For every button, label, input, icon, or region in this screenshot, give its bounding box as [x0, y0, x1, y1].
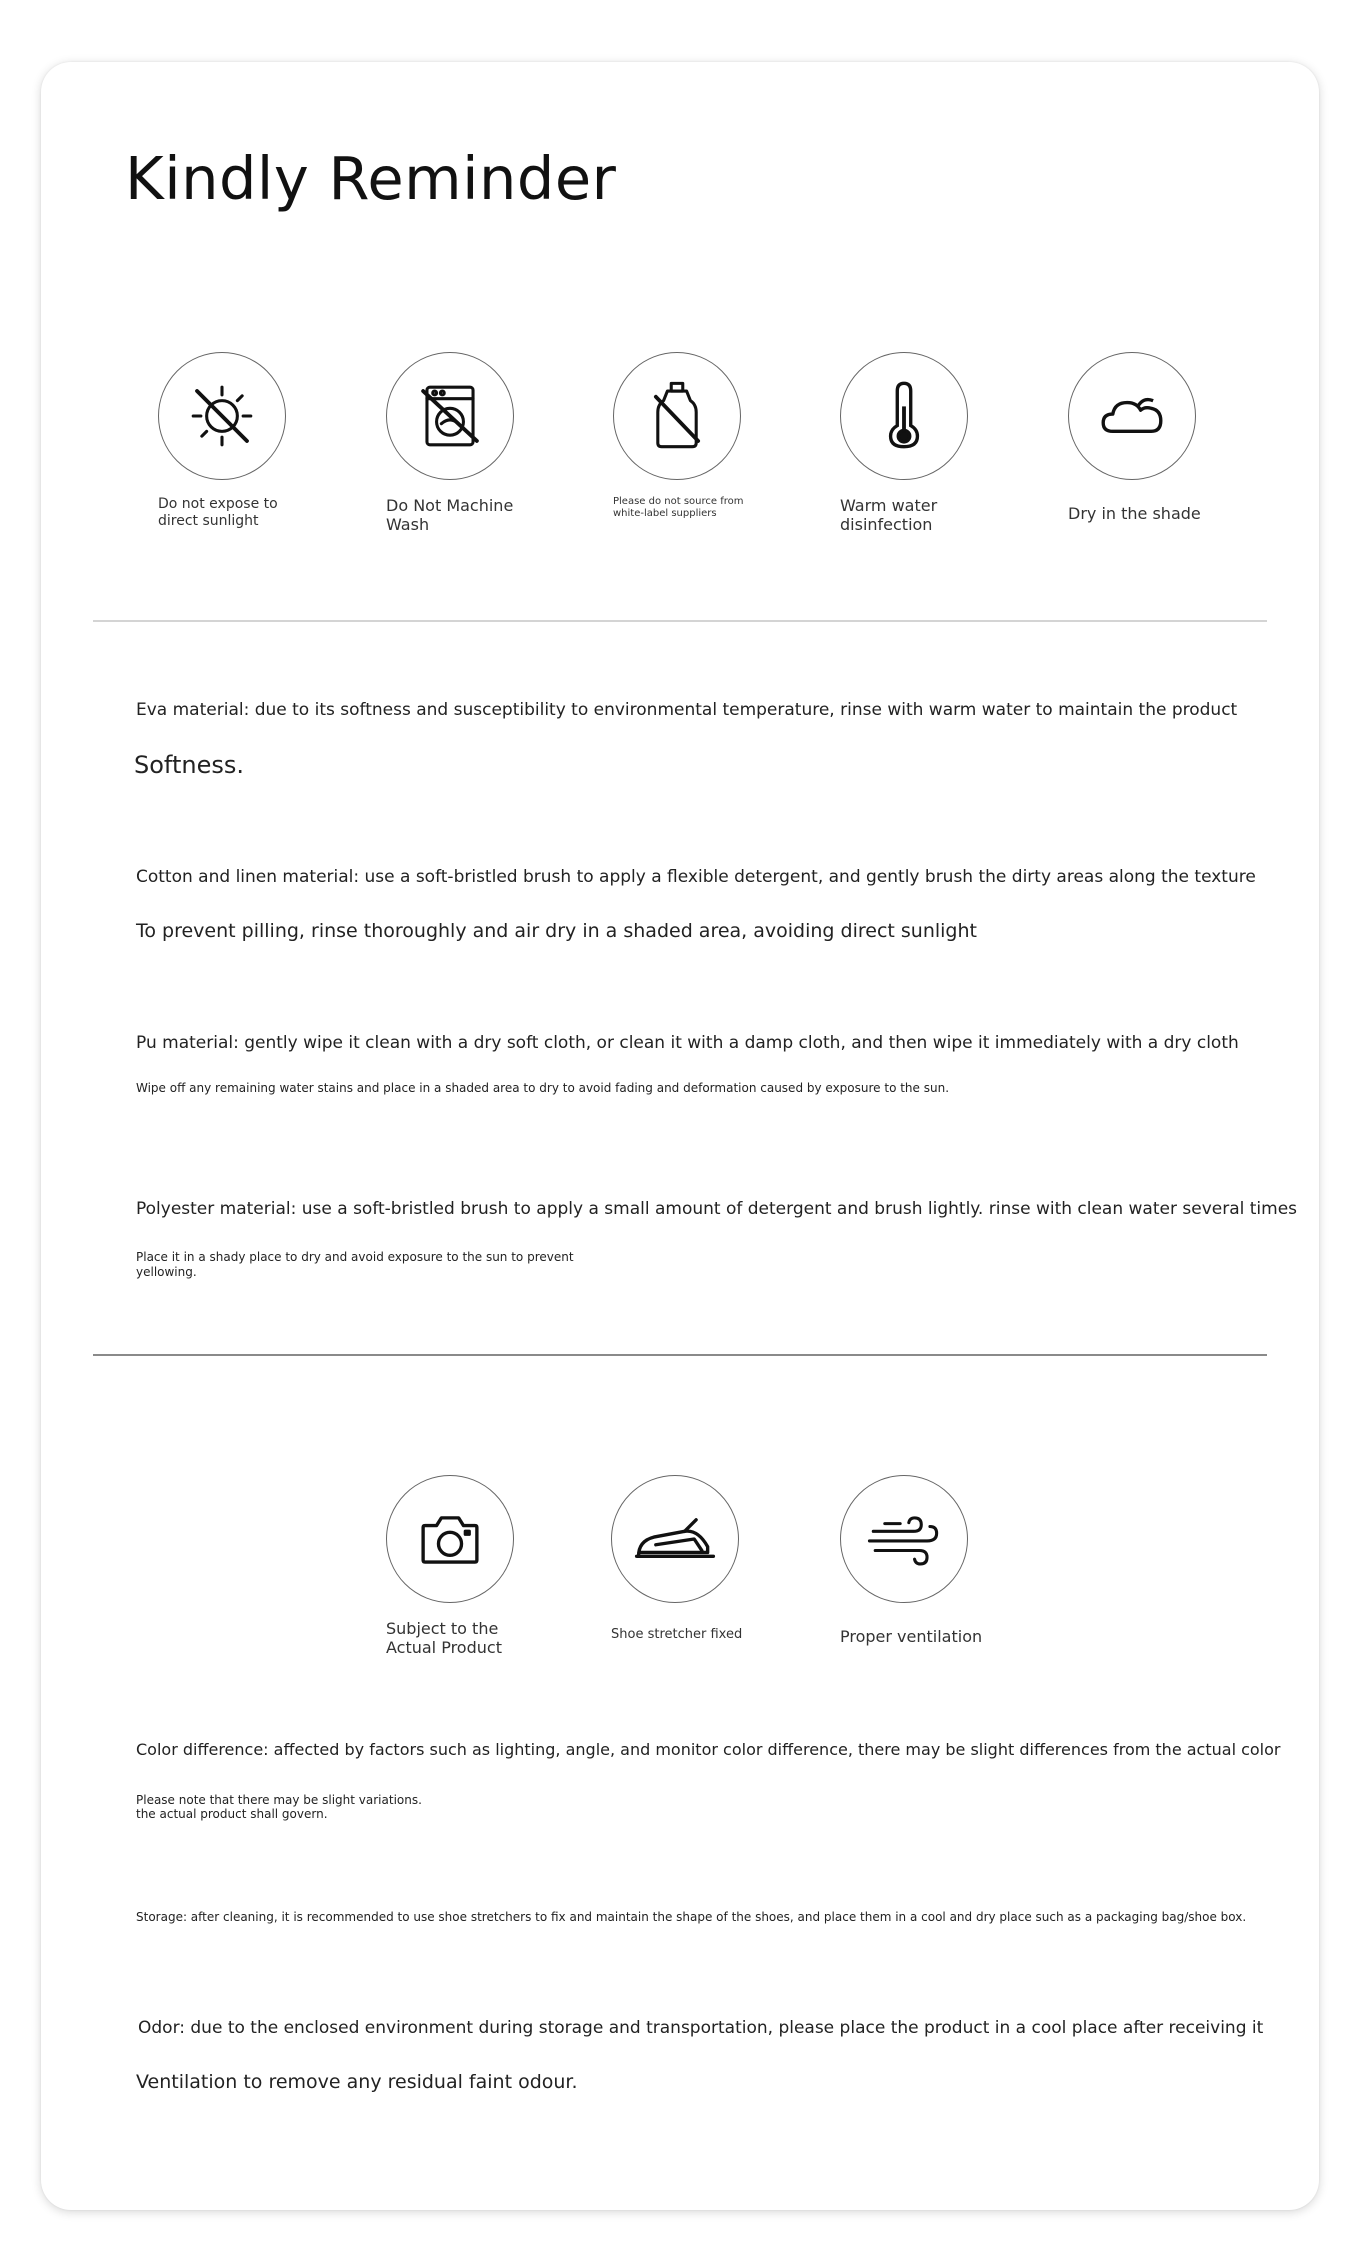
care-label: Do Not Machine Wash	[386, 496, 514, 535]
odor-line-2: Ventilation to remove any residual faint odour.	[136, 2071, 578, 2093]
thermometer-icon	[856, 368, 952, 464]
color-line-1: Color difference: affected by factors such as lighting, angle, and monitor color difference, there may be slight differences from the actual color	[136, 1740, 1281, 1759]
odor-line-1: Odor: due to the enclosed environment during storage and transportation, please place the product in a cool place after receiving it	[138, 2018, 1264, 2038]
polyester-line-1: Polyester material: use a soft-bristled brush to apply a small amount of detergent and brush lightly. rinse with clean water several times	[136, 1199, 1298, 1219]
cloud-icon	[1084, 368, 1180, 464]
shoe-stretcher-icon	[627, 1491, 723, 1587]
info-item-actual-product	[386, 1475, 606, 1657]
wind-icon	[856, 1491, 952, 1587]
care-label: Dry in the shade	[1068, 504, 1201, 523]
color-line-2b: the actual product shall govern.	[136, 1807, 328, 1821]
info-label: Subject to the Actual Product	[386, 1619, 502, 1658]
info-item-shoe-stretcher	[611, 1475, 831, 1643]
eva-line-1: Eva material: due to its softness and susceptibility to environmental temperature, rinse with warm water to maintain the product	[136, 700, 1238, 720]
care-item-no-sunlight	[158, 352, 378, 530]
care-item-dry-shade	[1068, 352, 1288, 523]
color-line-2a: Please note that there may be slight variations.	[136, 1793, 422, 1807]
cotton-line-2: To prevent pilling, rinse thoroughly and air dry in a shaded area, avoiding direct sunlight	[136, 920, 977, 942]
care-label: Do not expose to direct sunlight	[158, 496, 278, 529]
pu-line-2: Wipe off any remaining water stains and place in a shaded area to dry to avoid fading and deformation caused by exposure to the sun.	[136, 1081, 950, 1095]
cotton-line-1: Cotton and linen material: use a soft-bristled brush to apply a flexible detergent, and gently brush the dirty areas along the texture	[136, 867, 1256, 887]
page-title: Kindly Reminder	[125, 144, 617, 213]
info-item-ventilation	[840, 1475, 1060, 1646]
sun-crossed-icon	[174, 368, 270, 464]
section-divider	[93, 1354, 1267, 1356]
care-item-no-machine-wash	[386, 352, 606, 534]
eva-line-2: Softness.	[134, 751, 244, 779]
care-item-warm-water	[840, 352, 1060, 534]
icon-circle	[386, 1475, 514, 1603]
care-label: Please do not source from white-label suppliers	[613, 496, 744, 519]
pu-line-1: Pu material: gently wipe it clean with a dry soft cloth, or clean it with a damp cloth, and then wipe it immediately with a dry cloth	[136, 1033, 1239, 1053]
icon-circle	[613, 352, 741, 480]
camera-icon	[402, 1491, 498, 1587]
icon-circle	[840, 352, 968, 480]
washing-machine-crossed-icon	[402, 368, 498, 464]
reminder-card	[41, 62, 1319, 2210]
icon-circle	[1068, 352, 1196, 480]
care-label: Warm water disinfection	[840, 496, 938, 535]
icon-circle	[611, 1475, 739, 1603]
detergent-bottle-crossed-icon	[629, 368, 725, 464]
icon-circle	[840, 1475, 968, 1603]
section-divider	[93, 620, 1267, 622]
care-item-no-white-label	[613, 352, 833, 519]
info-label: Proper ventilation	[840, 1627, 983, 1646]
info-label: Shoe stretcher fixed	[611, 1627, 743, 1642]
polyester-line-2: Place it in a shady place to dry and avoid exposure to the sun to prevent yellowing.	[136, 1250, 574, 1279]
icon-circle	[386, 352, 514, 480]
storage-note: Storage: after cleaning, it is recommended to use shoe stretchers to fix and maintain the shape of the shoes, and place them in a cool and dry place such as a packaging bag/shoe box.	[136, 1910, 1247, 1924]
icon-circle	[158, 352, 286, 480]
